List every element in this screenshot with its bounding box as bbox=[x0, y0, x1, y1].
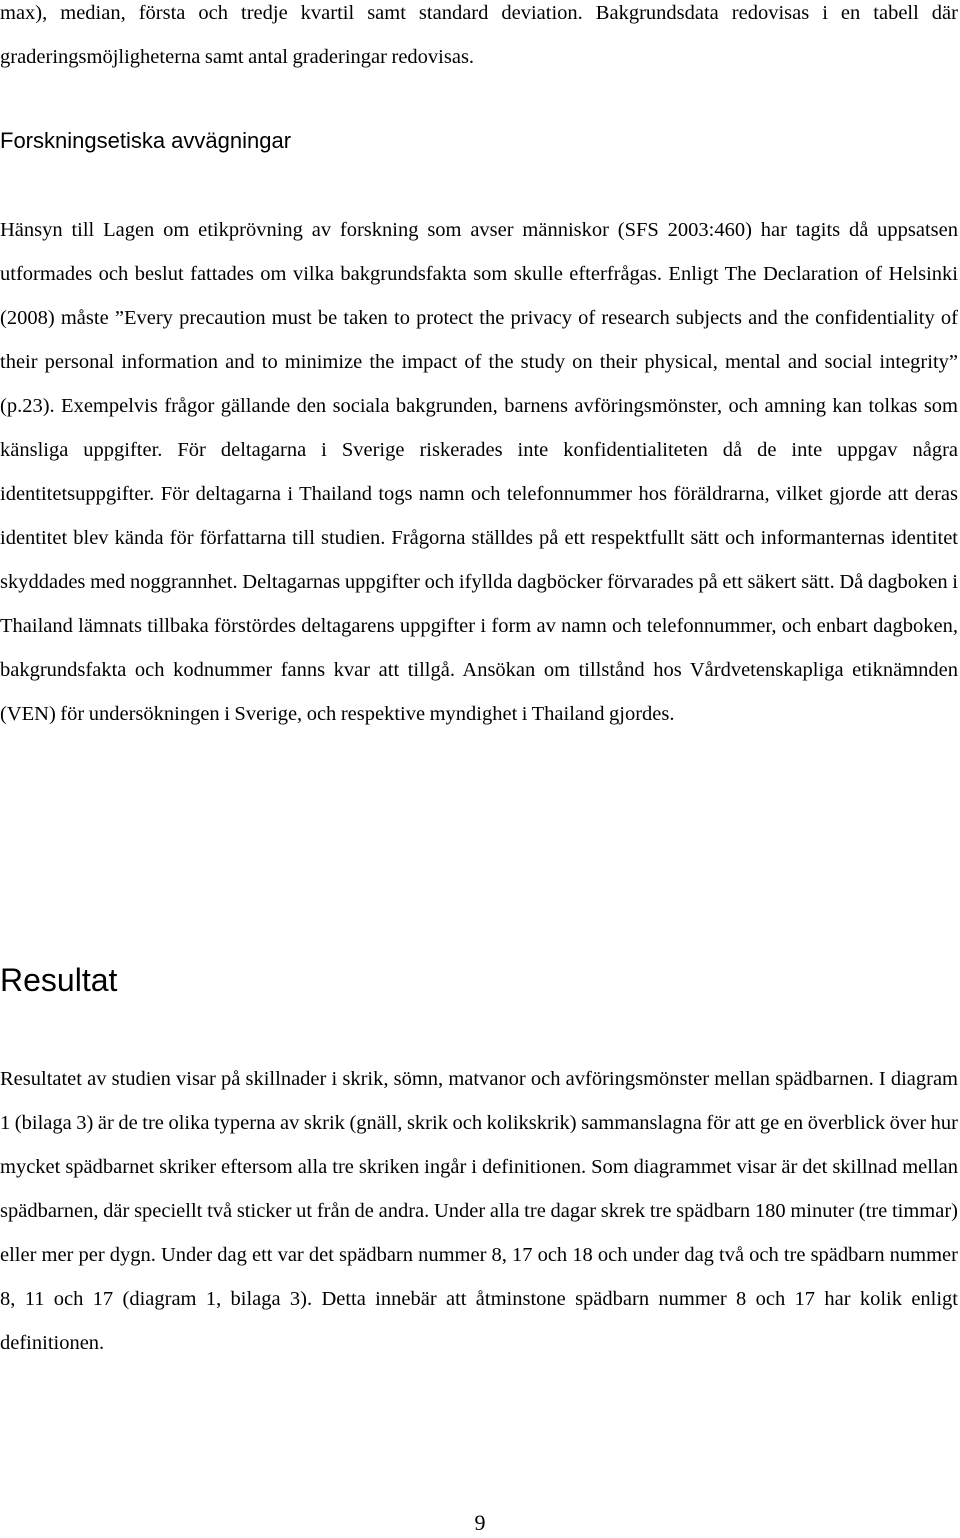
ethics-paragraph: Hänsyn till Lagen om etikprövning av forskning som avser människor (SFS 2003:460) har tagits då uppsatsen utformades och beslut fattades om vilka bakgrundsfakta som skulle efterfrågas. Enligt The Declaration of Helsinki (2008) måste ”Every precaution must be taken to protect the privacy of research subjects and the confidentiality of their personal information and to minimize the impact of the study on their physical, mental and social integrity” (p.23). Exempelvis frågor gällande den sociala bakgrunden, barnens avföringsmönster, och amning kan tolkas som känsliga uppgifter. För deltagarna i Sverige riskerades inte konfidentialiteten då de inte uppgav några identitetsuppgifter. För deltagarna i Thailand togs namn och telefonnummer hos föräldrarna, vilket gjorde att deras identitet blev kända för författarna till studien. Frågorna ställdes på ett respektfullt sätt och informanternas identitet skyddades med noggrannhet. Deltagarnas uppgifter och ifyllda dagböcker förvarades på ett säkert sätt. Då dagboken i Thailand lämnats tillbaka förstördes deltagarens uppgifter i form av namn och telefonnummer, och enbart dagboken, bakgrundsfakta och kodnummer fanns kvar att tillgå. Ansökan om tillstånd hos Vårdvetenskapliga etiknämnden (VEN) för undersökningen i Sverige, och respektive myndighet i Thailand gjordes. bbox=[0, 219, 958, 725]
page-number: 9 bbox=[474, 1510, 486, 1535]
results-paragraph: Resultatet av studien visar på skillnader i skrik, sömn, matvanor och avföringsmönster mellan spädbarnen. I diagram 1 (bilaga 3) är de tre olika typerna av skrik (gnäll, skrik och kolikskrik) sammanslagna för att ge en överblick över hur mycket spädbarnet skriker eftersom alla tre skriken ingår i definitionen. Som diagrammet visar är det skillnad mellan spädbarnen, där speciellt två sticker ut från de andra. Under alla tre dagar skrek tre spädbarn 180 minuter (tre timmar) eller mer per dygn. Under dag ett var det spädbarn nummer 8, 17 och 18 och under dag två och tre spädbarn nummer 8, 11 och 17 (diagram 1, bilaga 3). Detta innebär att åtminstone spädbarn nummer 8 och 17 har kolik enligt definitionen. bbox=[0, 1068, 958, 1354]
results-heading: Resultat bbox=[0, 962, 118, 998]
ethics-heading: Forskningsetiska avvägningar bbox=[0, 128, 292, 153]
intro-paragraph: max), median, första och tredje kvartil samt standard deviation. Bakgrundsdata redovisas i en tabell där graderingsmöjligheterna samt antal graderingar redovisas. bbox=[0, 2, 958, 68]
